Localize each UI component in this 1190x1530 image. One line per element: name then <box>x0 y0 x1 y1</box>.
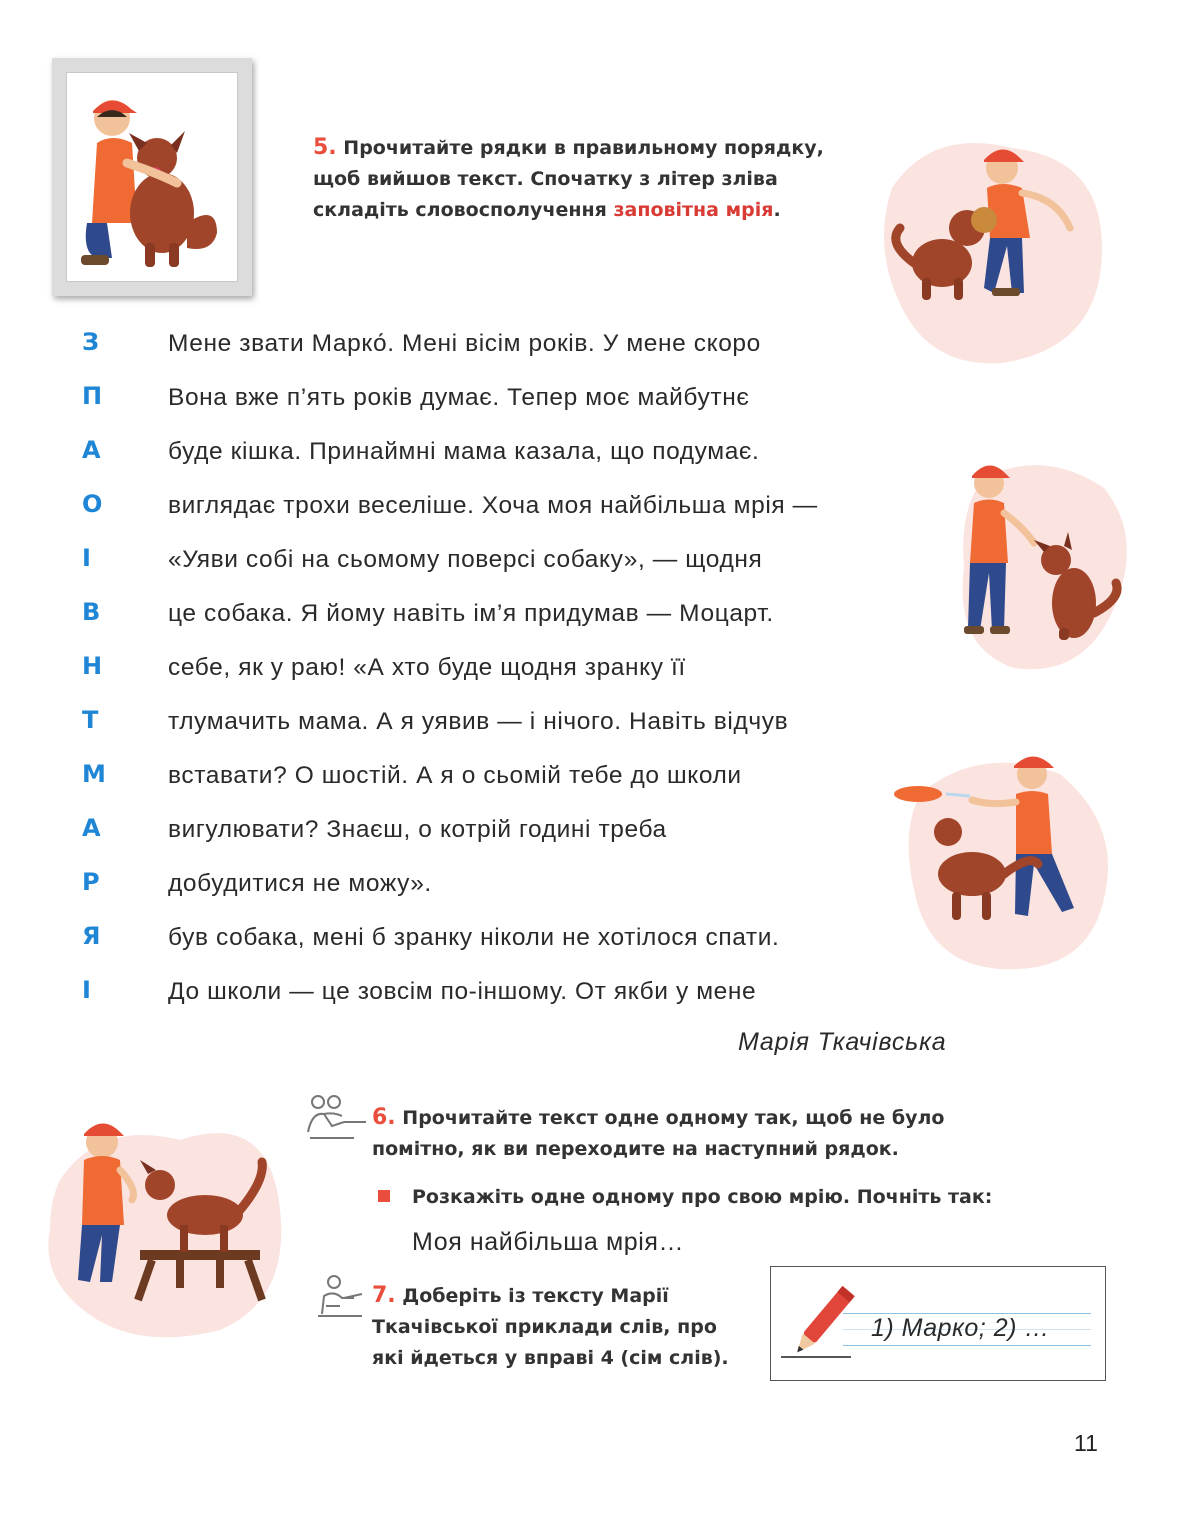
text-line: Мене звати Марко́. Мені вісім років. У мене скоро <box>168 330 761 357</box>
answer-example: 1) Марко; 2) … <box>871 1314 1050 1342</box>
acrostic-letter: Н <box>82 652 103 680</box>
acrostic-letter: Р <box>82 868 100 896</box>
task-5-text: Прочитайте рядки в правильному порядку, щоб вийшов текст. Спочатку з літер зліва складіть словосполучення <box>313 137 824 221</box>
task-7-number: 7. <box>372 1283 396 1308</box>
scrambled-text <box>168 322 948 1024</box>
acrostic-letter: В <box>82 598 101 626</box>
task-6-text: Прочитайте текст одне одному так, щоб не було помітно, як ви переходите на наступний рядок. <box>372 1107 945 1160</box>
acrostic-letter: А <box>82 814 101 842</box>
page-number: 11 <box>1074 1430 1098 1456</box>
pencil-icon <box>781 1279 861 1369</box>
text-line: Вона вже п’ять років думає. Тепер моє майбутнє <box>168 384 750 411</box>
task-7-text: Доберіть із тексту Марії Ткачівської приклади слів, про які йдеться у вправі 4 (сім слів). <box>372 1285 729 1369</box>
text-line: вставати? О шостій. А я о сьомій тебе до школи <box>168 762 742 789</box>
task-5-number: 5. <box>313 135 337 160</box>
text-line: себе, як у раю! «А хто буде щодня зранку її <box>168 654 686 681</box>
acrostic-letter: І <box>82 544 91 572</box>
photo-frame <box>52 58 252 296</box>
pair-reading-icon <box>304 1092 368 1146</box>
text-line: вигулювати? Знаєш, о котрій годині треба <box>168 816 667 843</box>
author-name: Марія Ткачівська <box>738 1028 947 1056</box>
text-line: До школи — це зовсім по-іншому. От якби у мене <box>168 978 757 1005</box>
acrostic-letter: З <box>82 328 100 356</box>
acrostic-letter: М <box>82 760 106 788</box>
task-6-number: 6. <box>372 1105 396 1130</box>
text-line: був собака, мені б зранку ніколи не хотілося спати. <box>168 924 780 951</box>
text-line: добудитися не можу». <box>168 870 432 897</box>
text-line: виглядає трохи веселіше. Хоча моя найбільша мрія — <box>168 492 818 519</box>
task-6-bullet-text: Розкажіть одне одному про свою мрію. Почніть так: <box>412 1186 993 1208</box>
text-line: тлумачить мама. А я уявив — і нічого. Навіть відчув <box>168 708 789 735</box>
boy-hugging-dog-illustration <box>67 73 237 281</box>
boy-with-dog-on-bench-illustration <box>40 1100 290 1350</box>
guide-line <box>843 1345 1091 1346</box>
boy-training-dog-illustration <box>944 448 1134 678</box>
text-line: це собака. Я йому навіть ім’я придумав — Моцарт. <box>168 600 774 627</box>
acrostic-letter: П <box>82 382 103 410</box>
task-7-instruction <box>372 1280 738 1374</box>
acrostic-letter: Я <box>82 922 101 950</box>
acrostic-letter: А <box>82 436 101 464</box>
text-line: буде кішка. Принаймні мама казала, що подумає. <box>168 438 760 465</box>
task-6-instruction <box>372 1102 1012 1165</box>
task-6-starter: Моя найбільша мрія… <box>412 1228 685 1256</box>
answer-box <box>770 1266 1106 1381</box>
task-5-highlight: заповітна мрія <box>613 199 774 221</box>
acrostic-letter: О <box>82 490 103 518</box>
text-line: «Уяви собі на сьомому поверсі собаку», — щодня <box>168 546 763 573</box>
acrostic-letter: І <box>82 976 91 1004</box>
acrostic-letters <box>82 322 112 1024</box>
student-writing-icon <box>314 1272 366 1322</box>
boy-throwing-frisbee-illustration <box>890 744 1120 974</box>
bullet-square <box>378 1190 390 1202</box>
task-5-text-end: . <box>773 199 781 221</box>
task-5-instruction <box>313 132 873 226</box>
acrostic-letter: Т <box>82 706 99 734</box>
